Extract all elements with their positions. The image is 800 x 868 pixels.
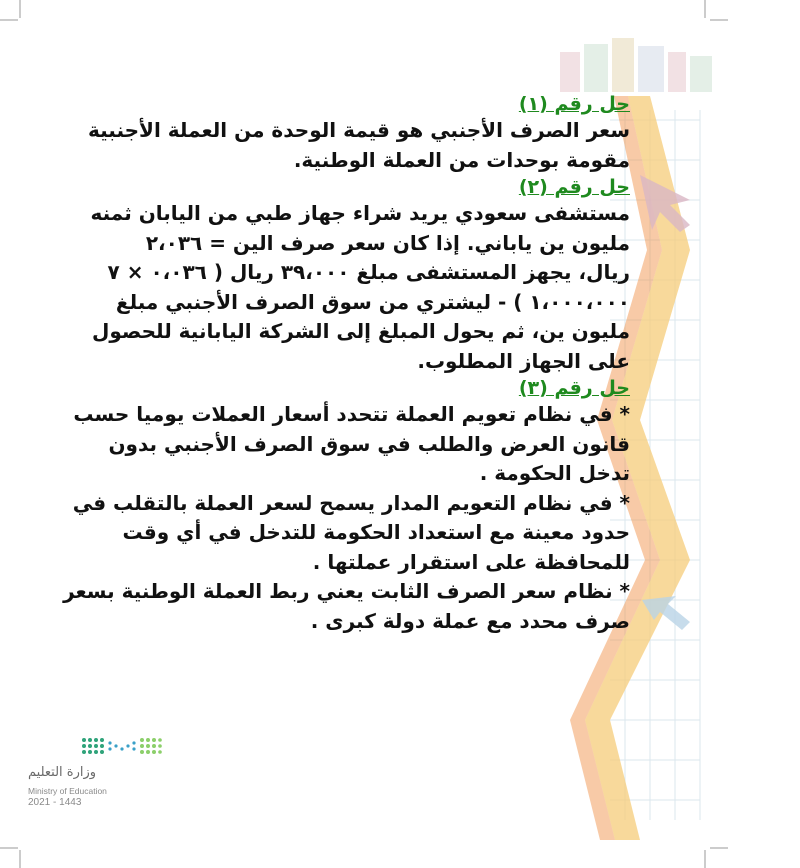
solution-3-line-8: صرف محدد مع عملة دولة كبرى . bbox=[310, 608, 630, 633]
solution-3-line-4: * في نظام التعويم المدار يسمح لسعر العملة بالتقلب في bbox=[72, 490, 630, 515]
solution-2-line-2: مليون ين ياباني. إذا كان سعر صرف الين = ٢،٠٣٦ bbox=[145, 230, 630, 255]
solution-heading-3: حل رقم (٣) bbox=[518, 377, 630, 399]
ministry-logo bbox=[28, 735, 168, 815]
solution-2-line-6: على الجهاز المطلوب. bbox=[417, 348, 630, 373]
solution-1-line-2: مقومة بوحدات من العملة الوطنية. bbox=[293, 147, 630, 172]
solution-3-line-1: * في نظام تعويم العملة تتحدد أسعار العملات يوميا حسب bbox=[73, 402, 630, 426]
solution-3-line-7: * نظام سعر الصرف الثابت يعني ربط العملة الوطنية بسعر bbox=[63, 579, 630, 603]
logo-year-text: 2021 - 1443 bbox=[28, 797, 82, 808]
solution-2-line-3: ريال، يجهز المستشفى مبلغ ٣٩،٠٠٠ ريال ( ٠،٠٣٦ × ٧ bbox=[107, 260, 630, 284]
buildings-illustration bbox=[560, 38, 712, 92]
solution-3-line-5: حدود معينة مع استعداد الحكومة للتدخل في أي وقت bbox=[122, 520, 630, 544]
solution-2-line-4: ١،٠٠٠،٠٠٠ ) - ليشتري من سوق الصرف الأجنبي مبلغ bbox=[115, 289, 630, 314]
solution-3-line-3: تدخل الحكومة . bbox=[479, 461, 630, 485]
answer-content bbox=[63, 92, 630, 636]
solution-2-line-1: مستشفى سعودي يريد شراء جهاز طبي من اليابان ثمنه bbox=[90, 201, 630, 225]
solution-heading-2: حل رقم (٢) bbox=[518, 176, 630, 198]
solution-heading-1: حل رقم (١) bbox=[518, 93, 630, 115]
logo-english-text: Ministry of Education bbox=[28, 786, 107, 796]
logo-dots-icon bbox=[80, 735, 162, 757]
solution-3-line-2: قانون العرض والطلب في سوق الصرف الأجنبي بدون bbox=[108, 431, 630, 456]
solution-3-line-6: للمحافظة على استقرار عملتها . bbox=[312, 549, 630, 574]
logo-arabic-text: وزارة التعليم bbox=[28, 765, 97, 780]
solution-2-line-5: مليون ين، ثم يحول المبلغ إلى الشركة اليابانية للحصول bbox=[92, 319, 630, 343]
solution-1-line-1: سعر الصرف الأجنبي هو قيمة الوحدة من العملة الأجنبية bbox=[88, 118, 630, 142]
